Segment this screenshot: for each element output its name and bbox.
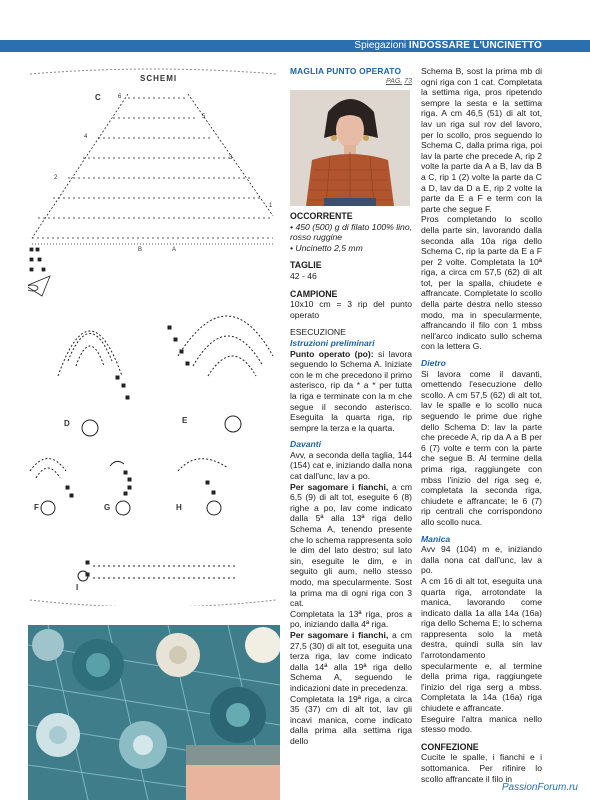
row-number-4: 4 — [84, 134, 88, 140]
istruzioni-heading: Istruzioni preliminari — [290, 337, 375, 348]
model-photo — [290, 90, 410, 206]
scheme-label-c: C — [95, 93, 101, 102]
row-number-3: 3 — [229, 155, 233, 161]
occorrente-heading: OCCORRENTE — [290, 211, 353, 221]
punto-label: Punto operato (po): — [290, 348, 374, 359]
fianchi-paragraph — [290, 482, 412, 609]
marker-b: B — [138, 247, 143, 253]
taglie-value: 42 - 46 — [290, 270, 317, 281]
scollo-text: Pros completando lo scollo della parte sin, lavorando dalla seconda alla 10a riga dello Schema C, rip la parte da E a F per 2 volte. Completata la 10ª riga, a circa cm 57,5 (62) di alt tot, per la spalla, chiudete e affrancate. Completate lo scollo della parte destra nello stesso modo, ma in specularmente, affrancando il filo con 1 mbss nell'arco indicato sullo schema con la lettera G. — [421, 214, 542, 352]
section-label — [354, 39, 542, 53]
scheme-c — [28, 94, 273, 296]
row-number-2: 2 — [54, 175, 58, 181]
esecuzione-heading: ESECUZIONE — [290, 327, 346, 338]
scheme-label-h: H — [176, 503, 182, 512]
knitted-fabric-photo — [28, 625, 280, 800]
page-ref-number: 73 — [404, 78, 412, 85]
completata-19-text: Completata la 19ª riga, a circa 35 (37) cm di alt tot, lav gli incavi manica, come indicato dalla prima alla settima riga dello — [290, 693, 412, 746]
pattern-title: MAGLIA PUNTO OPERATO — [290, 66, 402, 76]
taglie-heading: TAGLIE — [290, 260, 322, 271]
dietro-heading: Dietro — [421, 358, 446, 369]
instructions-column-1-body — [290, 211, 412, 747]
scheme-label-g: G — [104, 503, 111, 512]
watermark: PassionForum.ru — [501, 782, 578, 793]
scheme-g — [110, 461, 131, 515]
manica-text: Avv 94 (104) m e, iniziando dalla nona cat dall'unc, lav a po. — [421, 544, 542, 576]
instructions-column-2 — [421, 66, 542, 784]
page-ref-prefix: PAG. — [386, 78, 403, 85]
completata-13-text: Completata la 13ª riga, pros a po, iniziando dalla 4ª riga. — [290, 608, 412, 630]
crochet-schemes-diagram — [28, 66, 278, 606]
scheme-i — [78, 561, 238, 581]
fianchi2-paragraph — [290, 630, 412, 694]
manica-heading: Manica — [421, 533, 451, 544]
scheme-label-e: E — [182, 416, 188, 425]
fianchi-label: Per sagomare i fianchi, — [290, 481, 389, 492]
marker-a: A — [172, 247, 177, 253]
confezione-text: Cucite le spalle, i fianchi e i sottomanica. Per rifinire lo scollo affrancate il filo in — [421, 752, 542, 784]
row-number-5: 5 — [202, 114, 206, 120]
schemes-title: SCHEMI — [140, 74, 178, 83]
scheme-h — [178, 459, 228, 515]
confezione-heading: CONFEZIONE — [421, 741, 479, 752]
manica-text-2: A cm 16 di alt tot, eseguita una quarta riga, arrotondate la manica, lavorando come indicato dalla 1a alla 14a (16a) riga dello Schema E; lo schema rappresenta solo la metà destra, quindi sulla sin lav l'arrotondamento specularmente e, al termine della prima riga, raggiungete l'inizio del riga serg a mbss. Completata la 14a (16a) riga chiudete e affrancate. — [421, 575, 542, 714]
row-number-1: 1 — [269, 203, 273, 209]
campione-heading: CAMPIONE — [290, 288, 338, 299]
scheme-c-rows — [32, 98, 273, 244]
schema-b-text: Schema B, sost la prima mb di ogni riga con 1 cat. Completata la settima riga, pros ripetendo sempre la sesta e la settima riga. A cm 46,5 (51) di alt tot, lav un riga sul rov del lavoro, per lo scollo, pros seguendo lo Schema C, dalla prima riga, poi lav la parte che precede A, rip 2 volte la parte da A a B, lav da B a C, rip 1 (2) volte la parte da C a D, lav da D a E, rip 2 volte la parte da E a F e term con la parte che segue F. — [421, 66, 542, 214]
scheme-label-i: I — [76, 583, 79, 592]
row-number-6: 6 — [118, 94, 122, 100]
fianchi-text: a cm 6,5 (9) di alt tot, eseguite 6 (8) righe a po, lav come indicato dalla 5ª alla 13ª riga dello Schema A, tenendo presente che lo schema rappresenta solo le dim del lato destro; sul lato sin, eseguite le dim, e in seguito gli aum, nello stesso modo, ma specularmente. Sost la prima ma di ogni riga con 3 cat. — [290, 481, 413, 609]
scheme-c-tail — [28, 248, 50, 296]
dietro-text: Si lavora come il davanti, omettendo l'esecuzione dello scollo. A cm 57,5 (62) di alt tot, lav le spalle e lo scollo nuca seguendo le prime due righe dello Schema D: lav la parte che precede A, rip da A a B per 6 (7) volte e term con la parte che segue B. Al termine della prima riga, raggiungete con mbss l'inizio del riga seg e, completata la seconda riga, chiudete e affrancate; le 6 (7) rip centrali che corrispondono allo scollo nuca. — [421, 368, 542, 527]
occorrente-yarn: • 450 (500) g di filato 100% lino, rosso ruggine — [290, 221, 412, 243]
manica-text-3: Eseguire l'altra manica nello stesso modo. — [421, 713, 542, 735]
scheme-e — [168, 316, 273, 432]
fianchi2-text: a cm 27,5 (30) di alt tot, eseguita una terza riga, lav come indicato dalla 14ª alla 19ª riga dello Schema A, seguendo le indicazioni date in precedenza. — [290, 629, 413, 693]
fianchi2-label: Per sagomare i fianchi, — [290, 629, 389, 640]
occorrente-hook: • Uncinetto 2,5 mm — [290, 242, 363, 253]
magazine-title: INDOSSARE L'UNCINETTO — [408, 40, 542, 51]
davanti-heading: Davanti — [290, 439, 322, 450]
davanti-text: Avv, a seconda della taglia, 144 (154) cat e, iniziando dalla nona cat dall'unc, lav a po. — [290, 449, 412, 482]
punto-text: si lavora seguendo lo Schema A. Iniziate con le m che precedono il primo asterisco, rip da * a * per tutta la riga e terminate con la m che segue il secondo asterisco. Eseguita la quarta riga, rip sempre la terza e la quarta. — [290, 348, 413, 433]
page-reference — [386, 78, 412, 85]
instructions-column-1 — [290, 66, 412, 77]
scheme-c-sides — [32, 94, 273, 238]
scheme-label-f: F — [34, 503, 39, 512]
campione-value: 10x10 cm = 3 rip del punto operato — [290, 299, 412, 320]
section-name: Spiegazioni — [354, 40, 407, 51]
punto-paragraph — [290, 349, 412, 434]
scheme-label-d: D — [64, 419, 70, 428]
